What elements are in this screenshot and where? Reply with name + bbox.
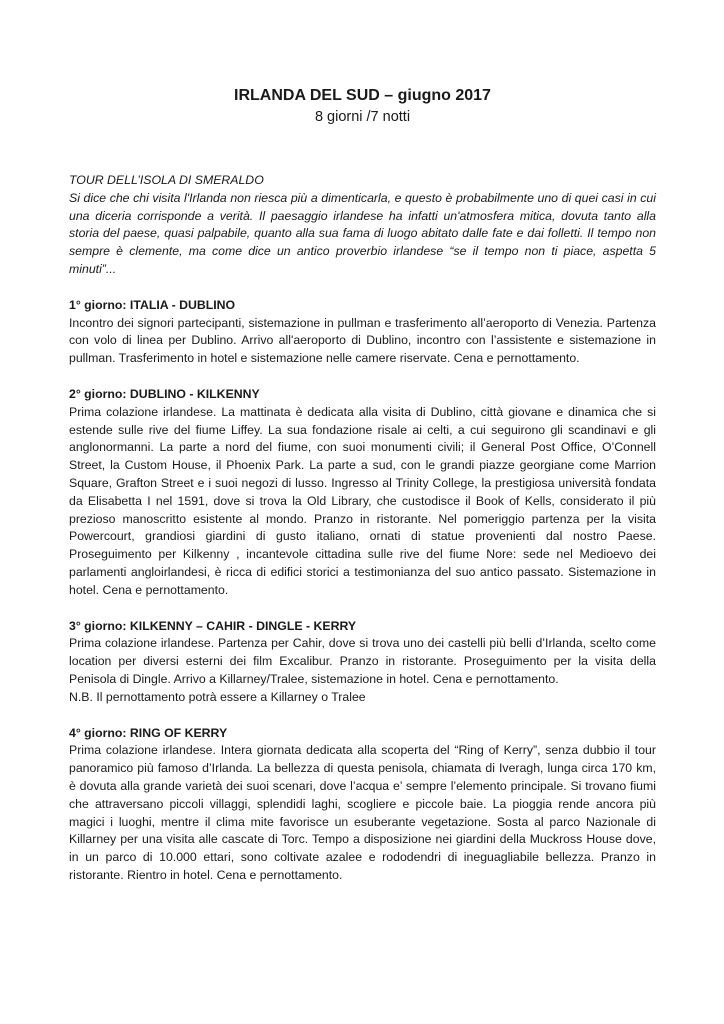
intro-text: Si dice che chi visita l'Irlanda non riesca più a dimenticarla, e questo è probabilmente uno di quei casi in cui una diceria corrisponde a verità. Il paesaggio irlandese ha infatti un'atmosfera mitica, dovuta tanto alla storia del paese, quasi palpabile, quanto alla sua fama di luogo abitato dalle fate e dai folletti. Il tempo non sempre è clemente, ma come dice un antico proverbio irlandese “se il tempo non ti piace, aspetta 5 minuti”... [69, 190, 656, 276]
day-note: N.B. Il pernottamento potrà essere a Killarney o Tralee [69, 689, 366, 704]
day-text: Incontro dei signori partecipanti, sistemazione in pullman e trasferimento all’aeroporto di Venezia. Partenza con volo di linea per Dublino. Arrivo all'aeroporto di Dublino, incontro con l’assistente e sistemazione in pullman. Trasferimento in hotel e sistemazione nelle camere riservate. Cena e pernottamento. [69, 315, 656, 366]
document-title: IRLANDA DEL SUD – giugno 2017 [234, 87, 491, 104]
day-heading: 1° giorno: ITALIA - DUBLINO [69, 297, 236, 312]
day-section-3 [69, 618, 656, 707]
document-subtitle: 8 giorni /7 notti [314, 109, 411, 125]
day-heading: 3° giorno: KILKENNY – CAHIR - DINGLE - KERRY [69, 618, 357, 633]
day-section-2 [69, 386, 656, 600]
day-text: Prima colazione irlandese. La mattinata è dedicata alla visita di Dublino, città giovane e dinamica che si estende sulle rive del fiume Liffey. La sua fondazione risale ai celti, a cui seguirono gli scandinavi e gli anglonormanni. La parte a nord del fiume, con suoi monumenti civili; il General Post Office, O’Connell Street, la Custom House, il Phoenix Park. La parte a sud, con le grandi piazze georgiane come Marrion Square, Grafton Street e i suoi negozi di lusso. Ingresso al Trinity College, la prestigiosa università fondata da Elisabetta I nel 1591, dove si trova la Old Library, che custodisce il Book of Kells, considerato il più prezioso manoscritto esistente al mondo. Pranzo in ristorante. Nel pomeriggio partenza per la visita Powercourt, grandiosi giardini di gusto italiano, ornati di statue provenienti dal nostro Paese. Proseguimento per Kilkenny , incantevole cittadina sulle rive del fiume Nore: sede nel Medioevo dei parlamenti angloirlandesi, è ricca di edifici storici a testimonianza del suo antico passato. Sistemazione in hotel. Cena e pernottamento. [69, 404, 656, 597]
day-text: Prima colazione irlandese. Partenza per Cahir, dove si trova uno dei castelli più belli d’Irlanda, scelto come location per diversi esterni dei film Excalibur. Pranzo in ristorante. Proseguimento per la visita della Penisola di Dingle. Arrivo a Killarney/Tralee, sistemazione in hotel. Cena e pernottamento. [69, 636, 656, 686]
document-page [69, 86, 656, 885]
day-section-1 [69, 297, 656, 368]
day-heading: 2° giorno: DUBLINO - KILKENNY [69, 386, 260, 401]
day-section-4 [69, 725, 656, 885]
intro-section [69, 172, 656, 279]
intro-heading: TOUR DELL’ISOLA DI SMERALDO [69, 173, 264, 187]
day-heading: 4° giorno: RING OF KERRY [69, 725, 228, 740]
day-text: Prima colazione irlandese. Intera giornata dedicata alla scoperta del “Ring of Kerry”, senza dubbio il tour panoramico più famoso d’Irlanda. La bellezza di questa penisola, chiamata di Iveragh, lunga circa 170 km, è dovuta alla grande varietà dei suoi scenari, dove l’acqua e’ sempre l’elemento principale. Si trovano fiumi che attraversano piccoli villaggi, splendidi laghi, scogliere e piccole baie. La pioggia rende ancora più magici i luoghi, mentre il clima mite favorisce un esuberante vegetazione. Sosta al parco Nazionale di Killarney per una visita alle cascate di Torc. Tempo a disposizione nei giardini della Muckross House dove, in un parco di 10.000 ettari, sono coltivate azalee e rododendri di ineguagliabile bellezza. Pranzo in ristorante. Rientro in hotel. Cena e pernottamento. [69, 743, 656, 882]
